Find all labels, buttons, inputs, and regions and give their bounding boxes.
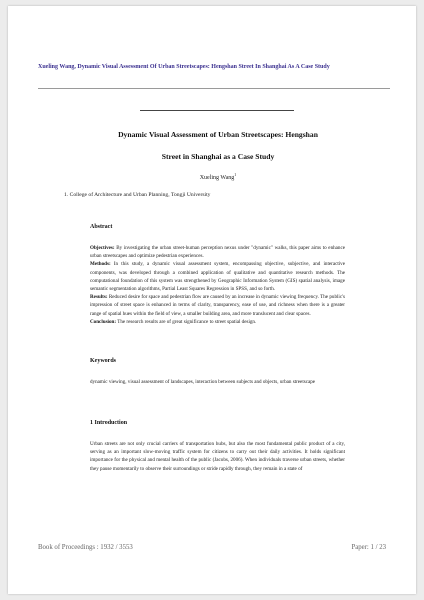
- keywords-text: dynamic viewing, visual assessment of landscapes, interaction between subjects and objects, urban streetscape: [90, 379, 316, 385]
- abstract-objectives: [90, 244, 345, 260]
- results-text: Reduced desire for space and pedestrian flow are caused by an increase in dynamic viewing frequency. The public's impression of street space is enhanced in terms of clarity, transparency, ease of use, and richness when there is a greater range of spatial hues within the field of view, a smaller building area, and more translucent and clear spaces.: [90, 294, 345, 317]
- conclusion-text: The research results are of great significance to street spatial design.: [116, 318, 257, 325]
- paper-title: [78, 124, 358, 168]
- footer-proceedings: Book of Proceedings : 1932 / 3553: [38, 544, 133, 551]
- header-rule: [38, 88, 390, 89]
- abstract-results: [90, 293, 345, 318]
- conclusion-label: Conclusion:: [90, 318, 117, 325]
- abstract-body: [90, 244, 345, 326]
- methods-label: Methods:: [90, 261, 111, 268]
- paper-page: [8, 6, 416, 594]
- footer-paper-number: Paper: 1 / 23: [351, 544, 386, 551]
- title-line-1: Dynamic Visual Assessment of Urban Streetscapes: Hengshan: [118, 130, 318, 139]
- objectives-text: By investigating the urban street-human perception nexus under "dynamic" walks, this paper aims to enhance urban streetscapes and optimize pedestrian experiences.: [90, 245, 345, 260]
- affiliation: 1. College of Architecture and Urban Planning, Tongji University: [64, 192, 211, 198]
- intro-text: Urban streets are not only crucial carriers of transportation hubs, but also the most fundamental public product of a city, serving as an important slow-moving traffic system for citizens to carry out their daily activities. It holds significant importance for the physical and mental health of the public (Jacobs, 2006). When individuals traverse urban streets, whether they pause momentarily to observe their surroundings or stride rapidly through, they remain in a state of: [90, 441, 345, 472]
- abstract-methods: [90, 260, 345, 293]
- title-rule: [140, 110, 294, 111]
- abstract-conclusion: [90, 318, 345, 326]
- abstract-heading: Abstract: [90, 224, 113, 230]
- author-name: [108, 172, 328, 181]
- title-line-2: Street in Shanghai as a Case Study: [161, 152, 275, 161]
- keywords-heading: Keywords: [90, 358, 116, 364]
- objectives-label: Objectives:: [90, 245, 115, 251]
- author-superscript: 1: [234, 172, 237, 177]
- running-head: Xueling Wang, Dynamic Visual Assessment Of Urban Streetscapes: Hengshan Street In Shanghai As A Case Study: [38, 64, 330, 70]
- author-text: Xueling Wang: [199, 175, 235, 181]
- results-label: Results:: [90, 294, 108, 301]
- methods-text: In this study, a dynamic visual assessment system, encompassing objective, subjective, and interactive components, was developed through a combined application of qualitative and quantitative research methods. The computational foundation of this system was strengthened by Geographic Information System (GIS) spatial analysis, image semantic segmentation algorithms, Partial Least Squares Regression in SPSS, and so forth.: [90, 261, 345, 293]
- intro-heading: 1 Introduction: [90, 420, 128, 426]
